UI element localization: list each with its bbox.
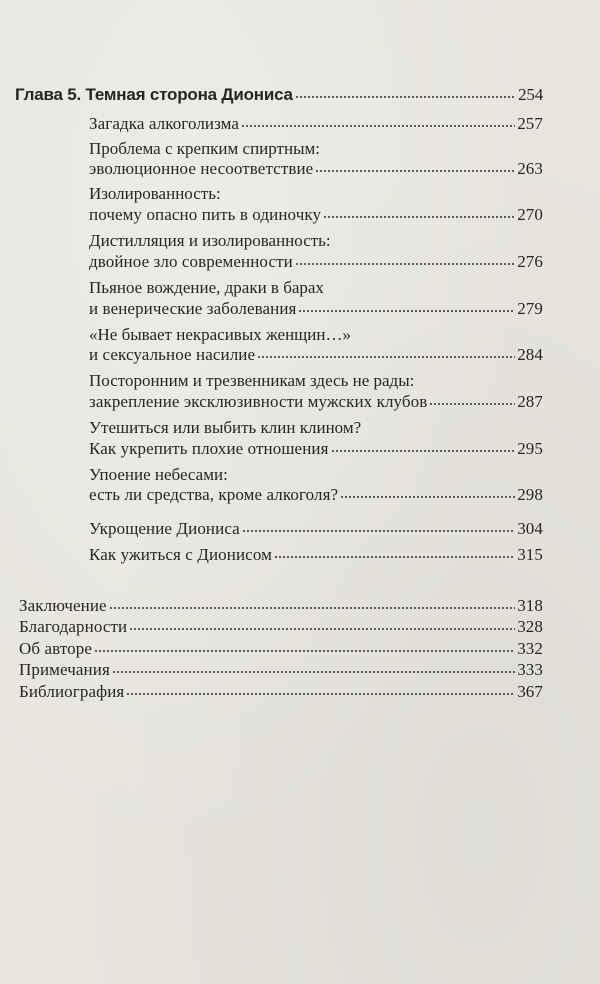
section-title-line2: и венерические заболевания	[89, 299, 297, 318]
section-title-line2: есть ли средства, кроме алкоголя?	[89, 485, 339, 504]
section-page-number: 263	[517, 159, 543, 178]
dot-leader	[295, 262, 515, 266]
section-title-line1: Проблема с крепким спиртным:	[89, 139, 320, 158]
toc-section-entry	[89, 484, 543, 506]
toc-section-entry	[89, 438, 543, 460]
toc-section-entry	[89, 158, 543, 180]
dot-leader	[129, 627, 515, 631]
backmatter-page-number: 332	[517, 639, 543, 658]
dot-leader	[112, 670, 515, 674]
backmatter-title: Благодарности	[19, 617, 128, 636]
dot-leader	[109, 606, 515, 610]
section-page-number: 298	[517, 485, 543, 504]
dot-leader	[323, 215, 515, 219]
section-title-line2: закрепление эксклюзивности мужских клубов	[89, 392, 428, 411]
toc-backmatter-entry	[19, 659, 543, 681]
section-title: Укрощение Диониса	[89, 519, 240, 538]
toc-section-entry	[89, 204, 543, 226]
section-page-number: 284	[517, 345, 543, 364]
section-page-number: 270	[517, 205, 543, 224]
dot-leader	[298, 309, 515, 313]
toc-section-entry	[89, 113, 543, 135]
backmatter-page-number: 328	[517, 617, 543, 636]
backmatter-page-number: 367	[517, 682, 543, 701]
section-title-line2: почему опасно пить в одиночку	[89, 205, 322, 224]
backmatter-title: Заключение	[19, 596, 107, 615]
toc-backmatter-entry	[19, 595, 543, 617]
dot-leader	[429, 402, 515, 406]
section-title-line2: эволюционное несоответствие	[89, 159, 314, 178]
section-page-number: 276	[517, 252, 543, 271]
section-title-line1: Посторонним и трезвенникам здесь не рады:	[89, 371, 415, 390]
dot-leader	[257, 355, 515, 359]
backmatter-page-number: 333	[517, 660, 543, 679]
dot-leader	[315, 169, 515, 173]
section-page-number: 295	[517, 439, 543, 458]
section-title-line1: Дистилляция и изолированность:	[89, 231, 331, 250]
backmatter-title: Библиография	[19, 682, 125, 701]
dot-leader	[295, 95, 516, 99]
section-title-line1: «Не бывает некрасивых женщин…»	[89, 325, 351, 344]
section-page-number: 304	[517, 519, 543, 538]
section-title-line2: и сексуальное насилие	[89, 345, 256, 364]
section-title-line1: Упоение небесами:	[89, 465, 228, 484]
toc-section-entry	[89, 544, 543, 566]
section-page-number: 279	[517, 299, 543, 318]
chapter-entry	[15, 84, 543, 106]
dot-leader	[241, 124, 515, 128]
dot-leader	[340, 495, 515, 499]
toc-section-entry	[89, 391, 543, 413]
chapter-title: Глава 5. Темная сторона Диониса	[15, 85, 293, 104]
toc-backmatter-entry	[19, 616, 543, 638]
section-title: Загадка алкоголизма	[89, 114, 240, 133]
section-title-line1: Изолированность:	[89, 184, 221, 203]
section-title: Как ужиться с Дионисом	[89, 545, 272, 564]
backmatter-page-number: 318	[517, 596, 543, 615]
section-page-number: 315	[517, 545, 543, 564]
chapter-page-number: 254	[518, 85, 543, 104]
dot-leader	[242, 529, 515, 533]
section-title-line2: двойное зло современности	[89, 252, 293, 271]
toc-section-entry	[89, 251, 543, 273]
dot-leader	[94, 649, 515, 653]
section-title-line1: Утешиться или выбить клин клином?	[89, 418, 362, 437]
toc-section-entry	[89, 344, 543, 366]
section-title-line2: Как укрепить плохие отношения	[89, 439, 329, 458]
section-page-number: 287	[517, 392, 543, 411]
toc-section-entry	[89, 518, 543, 540]
toc-backmatter-entry	[19, 638, 543, 660]
dot-leader	[126, 692, 515, 696]
section-page-number: 257	[517, 114, 543, 133]
dot-leader	[274, 555, 515, 559]
dot-leader	[331, 449, 516, 453]
toc-section-entry	[89, 298, 543, 320]
section-title-line1: Пьяное вождение, драки в барах	[89, 278, 324, 297]
backmatter-title: Примечания	[19, 660, 110, 679]
toc-backmatter-entry	[19, 681, 543, 703]
backmatter-title: Об авторе	[19, 639, 92, 658]
